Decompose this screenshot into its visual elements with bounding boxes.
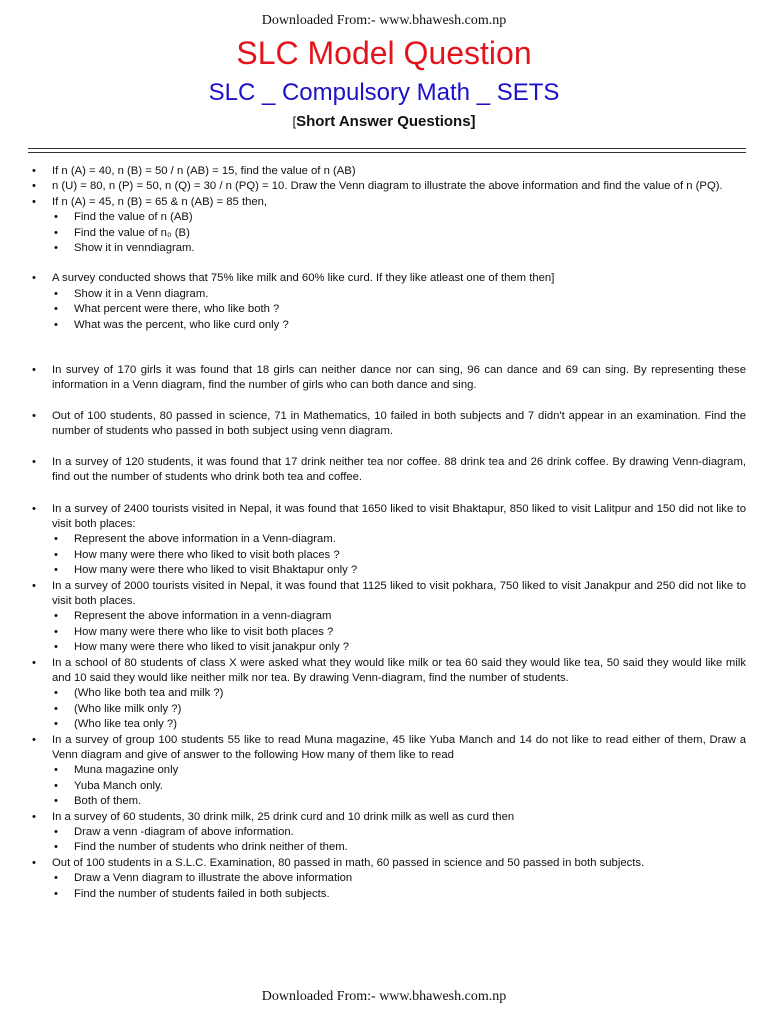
download-source-footer: Downloaded From:- www.bhawesh.com.np bbox=[261, 989, 507, 1004]
sub-question-item: • How many were there who liked to visit both places ? bbox=[32, 548, 746, 563]
section-heading-bracket: [ bbox=[292, 114, 297, 129]
sub-question-item: • (Who like milk only ?) bbox=[32, 702, 746, 717]
question-item: • In a survey of 60 students, 30 drink milk, 25 drink curd and 10 drink milk as well as curd then bbox=[32, 810, 746, 825]
sub-question-item: • Yuba Manch only. bbox=[32, 779, 746, 794]
sub-question-item: • (Who like tea only ?) bbox=[32, 717, 746, 732]
question-item: • n (U) = 80, n (P) = 50, n (Q) = 30 / n (PQ) = 10. Draw the Venn diagram to illustrate the above information and find the value of n (PQ). bbox=[32, 179, 746, 194]
heading-divider-bottom bbox=[28, 152, 746, 153]
sub-question-item: • Find the value of n₀ (B) bbox=[32, 226, 746, 241]
sub-question-item: • Find the number of students failed in both subjects. bbox=[32, 887, 746, 902]
sub-question-item: • Represent the above information in a Venn-diagram. bbox=[32, 532, 746, 547]
sub-question-item: • Show it in venndiagram. bbox=[32, 241, 746, 256]
question-item: • Out of 100 students in a S.L.C. Examination, 80 passed in math, 60 passed in science and 50 passed in both subjects. bbox=[32, 856, 746, 871]
sub-question-item: • What was the percent, who like curd only ? bbox=[32, 318, 746, 333]
sub-question-item: • Both of them. bbox=[32, 794, 746, 809]
sub-question-item: • What percent were there, who like both ? bbox=[32, 302, 746, 317]
document-subtitle: SLC _ Compulsory Math _ SETS bbox=[208, 79, 560, 106]
heading-divider-top bbox=[28, 148, 746, 149]
sub-question-item: • Muna magazine only bbox=[32, 763, 746, 778]
question-item: • In a survey of 120 students, it was found that 17 drink neither tea nor coffee. 88 drink tea and 26 drink coffee. By drawing Venn-diagram, find out the number of students who drink both tea and coffee. bbox=[32, 455, 746, 486]
download-source-header: Downloaded From:- www.bhawesh.com.np bbox=[261, 13, 507, 28]
question-list bbox=[32, 164, 746, 902]
sub-question-item: • Find the number of students who drink neither of them. bbox=[32, 840, 746, 855]
document-title: SLC Model Question bbox=[236, 35, 532, 71]
question-item: • In a survey of 2000 tourists visited in Nepal, it was found that 1125 liked to visit pokhara, 750 liked to visit Janakpur and 250 did not like to visit both places. bbox=[32, 579, 746, 610]
question-item: • In a school of 80 students of class X were asked what they would like milk or tea 60 said they would like tea, 50 said they would like milk and 10 said they would like neither milk nor tea. By drawing Venn-diagram, find the number of students. bbox=[32, 656, 746, 687]
question-item: • In a survey of 2400 tourists visited in Nepal, it was found that 1650 liked to visit Bhaktapur, 850 liked to visit Lalitpur and 150 did not like to visit both places: bbox=[32, 502, 746, 533]
question-item: • If n (A) = 40, n (B) = 50 / n (AB) = 15, find the value of n (AB) bbox=[32, 164, 746, 179]
sub-question-item: • How many were there who liked to visit janakpur only ? bbox=[32, 640, 746, 655]
sub-question-item: • How many were there who like to visit both places ? bbox=[32, 625, 746, 640]
question-item: • If n (A) = 45, n (B) = 65 & n (AB) = 85 then, bbox=[32, 195, 746, 210]
question-item: • Out of 100 students, 80 passed in science, 71 in Mathematics, 10 failed in both subjects and 7 didn't appear in an examination. Find the number of students who passed in both subject using venn diagram. bbox=[32, 409, 746, 440]
sub-question-item: • Represent the above information in a venn-diagram bbox=[32, 609, 746, 624]
question-item: • A survey conducted shows that 75% like milk and 60% like curd. If they like atleast one of them then] bbox=[32, 271, 746, 286]
question-item: • In survey of 170 girls it was found that 18 girls can neither dance nor can sing, 96 can dance and 69 can sing. By representing these information in a Venn diagram, find the number of girls who can both dance and sing. bbox=[32, 363, 746, 394]
sub-question-item: • Show it in a Venn diagram. bbox=[32, 287, 746, 302]
sub-question-item: • How many were there who liked to visit Bhaktapur only ? bbox=[32, 563, 746, 578]
sub-question-item: • Draw a Venn diagram to illustrate the above information bbox=[32, 871, 746, 886]
sub-question-item: • Draw a venn -diagram of above information. bbox=[32, 825, 746, 840]
question-item: • In a survey of group 100 students 55 like to read Muna magazine, 45 like Yuba Manch and 14 do not like to read either of them, Draw a Venn diagram and give of answer to the following How many of them like to read bbox=[32, 733, 746, 764]
section-heading bbox=[0, 112, 768, 132]
section-heading-label: Short Answer Questions] bbox=[296, 113, 476, 130]
sub-question-item: • Find the value of n (AB) bbox=[32, 210, 746, 225]
sub-question-item: • (Who like both tea and milk ?) bbox=[32, 686, 746, 701]
